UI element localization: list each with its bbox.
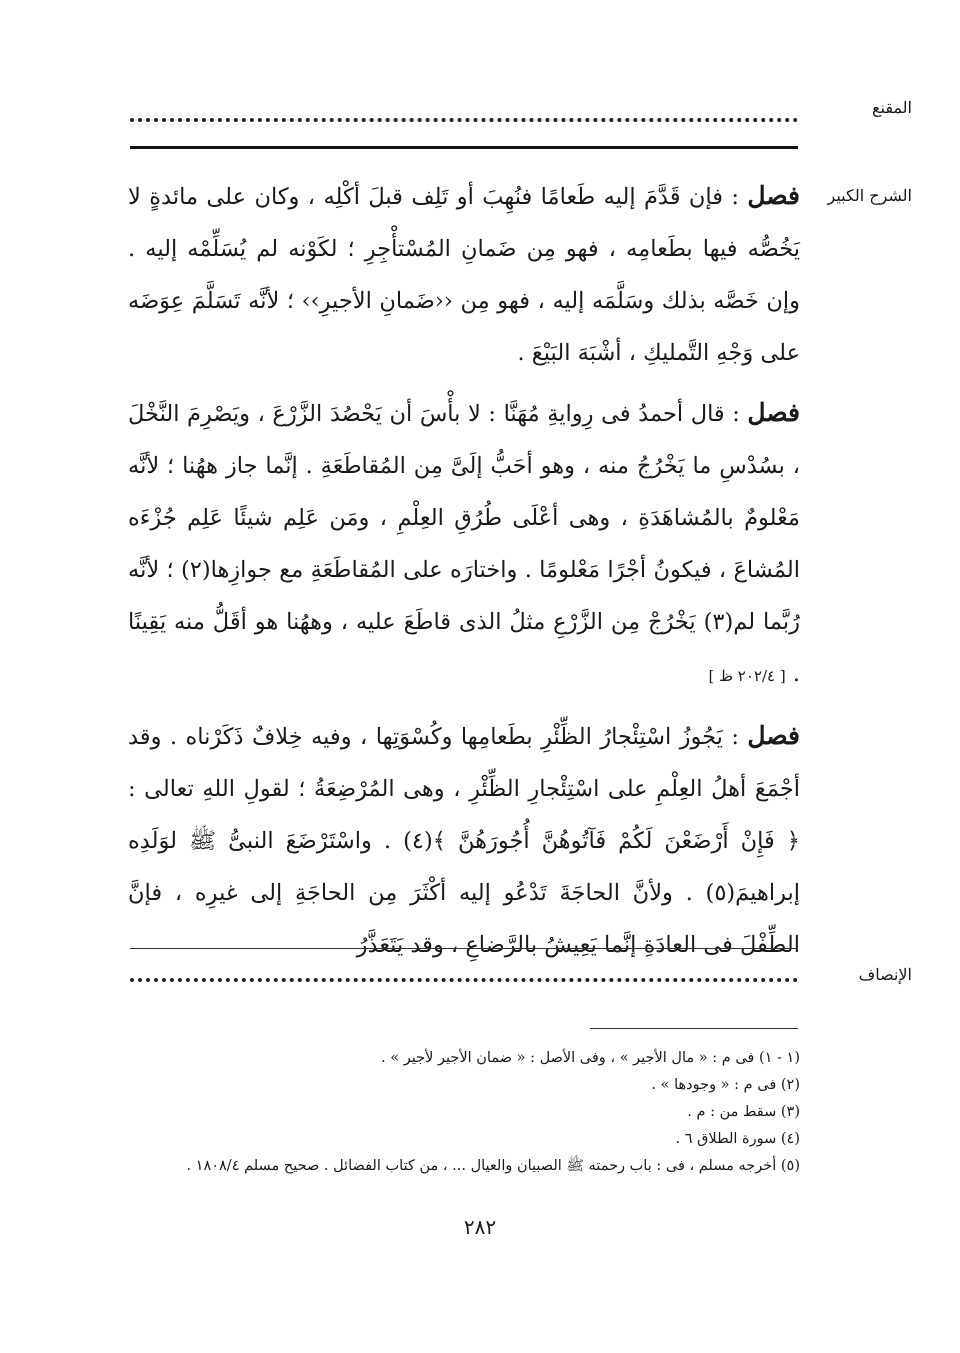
footnote: (٤) سورة الطلاق ٦ . xyxy=(675,1131,800,1147)
paragraph-text: : قال أحمدُ فى رِوايةِ مُهَنَّا : لا بأْسَ أن يَحْصُدَ الزَّرْعَ ، ويَصْرِمَ النَّخْلَ ، بسُدْسِ ما يَخْرُجُ منه ، وهو أحَبُّ إلَىَّ مِن المُقاطَعَةِ . إنَّما جاز ههُنا ؛ لأنَّه مَعْلومٌ بالمُشاهَدَةِ ، وهى أعْلَى طُرُقِ العِلْمِ ، ومَن عَلِم شيئًا عَلِم جُزْءَه المُشاعَ ، فيكونُ أجْرًا مَعْلومًا . واختارَه على المُقاطَعَةِ مع جوازِها(٢) ؛ لأنَّه رُبَّما لم(٣) يَخْرُجْ مِن الزَّرْعِ مثلُ الذى قاطَعَ عليه ، وههُنا هو أقَلُّ منه يَقِينًا . xyxy=(128,401,800,687)
footnote: (١ - ١) فى م : « مال الأجير » ، وفى الأصل : « ضمان الأجير لأجير » . xyxy=(381,1050,800,1066)
margin-note: [ ٢٠٢/٤ ظ ] xyxy=(708,667,786,685)
paragraph-keyword: فصل xyxy=(747,398,800,427)
paragraph xyxy=(128,170,800,379)
footnote: (٥) أخرجه مسلم ، فى : باب رحمته ﷺ الصبيان والعيال ... ، من كتاب الفضائل . صحيح مسلم ١٨٠٨/٤ . xyxy=(186,1158,800,1174)
header-label: المقنع xyxy=(871,98,912,117)
paragraph-keyword: فصل xyxy=(747,181,800,210)
sidebar-main-label: الشرح الكبير xyxy=(827,186,912,205)
paragraph xyxy=(128,710,800,971)
main-text-bottom-rule xyxy=(130,948,798,949)
footnote: (٢) فى م : « وجودها » . xyxy=(651,1077,800,1093)
bottom-dotted-rule xyxy=(130,978,798,982)
page-number: ٢٨٢ xyxy=(463,1215,497,1239)
footnote-rule xyxy=(590,1028,798,1029)
header-dotted-rule xyxy=(130,118,798,122)
header-rule xyxy=(130,146,798,149)
paragraph xyxy=(128,387,800,702)
footnotes xyxy=(100,1045,800,1180)
paragraph-text: : يَجُوزُ اسْتِئْجارُ الظِّئْرِ بطَعامِها وكُسْوَتِها ، وفيه خِلافٌ ذَكَرْناه . وقد أجْمَعَ أهلُ العِلْمِ على اسْتِئْجارِ الظِّئْرِ ، وهى المُرْضِعَةُ ؛ لقولِ اللهِ تعالى : ﴿ فَإِنْ أَرْضَعْنَ لَكُمْ فَآتُوهُنَّ أُجُورَهُنَّ ﴾(٤) . واسْتَرْضَعَ النبىُّ ﷺ لوَلَدِه إبراهيمَ(٥) . ولأنَّ الحاجَةَ تَدْعُو إليه أكْثَرَ مِن الحاجَةِ إلى غيرِه ، فإنَّ الطِّفْلَ فى العادَةِ إنَّما يَعِيشُ بالرَّضاعِ ، وقد يَتَعَذَّرُ xyxy=(128,724,800,958)
sidebar-bottom-label: الإنصاف xyxy=(858,965,912,984)
paragraph-keyword: فصل xyxy=(747,721,800,750)
paragraph-text: : فإن قَدَّمَ إليه طَعامًا فنُهِبَ أو تَلِف قبلَ أكْلِه ، وكان على مائدةٍ لا يَخُصُّه فيها بطَعامِه ، فهو مِن ضَمانِ المُسْتأْجِرِ ؛ لكَوْنه لم يُسَلِّمْه إليه . وإن خَصَّه بذلك وسَلَّمَه إليه ، فهو مِن ‹‹ضَمانِ الأجيرِ›› ؛ لأنَّه تَسَلَّمَ عِوَضَه على وَجْهِ التَّمليكِ ، أشْبَهَ البَيْعَ . xyxy=(128,184,800,366)
footnote: (٣) سقط من : م . xyxy=(687,1104,800,1120)
main-text xyxy=(128,170,800,979)
